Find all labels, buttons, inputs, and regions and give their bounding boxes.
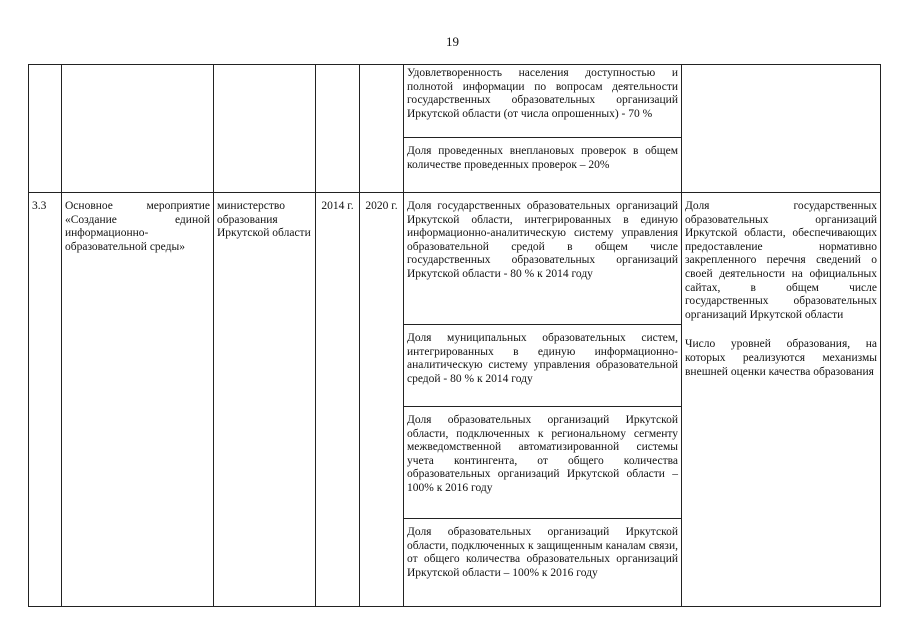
- indicator-cell: Доля муниципальных образовательных систем, интегрированных в единую информационно-аналитическую систему управления образовательной средой - 80 % к 2014 году: [404, 325, 682, 407]
- cell-activity-empty: [62, 65, 214, 193]
- program-table: [28, 64, 881, 607]
- end-year: 2020 г.: [360, 193, 404, 607]
- indicator-cell: Удовлетворенность населения доступностью и полнотой информации по вопросам деятельности государственных образовательных организаций Иркутской области (от числа опрошенных) - 70 %: [404, 65, 682, 138]
- indicator-cell: Доля образовательных организаций Иркутской области, подключенных к региональному сегменту межведомственной автоматизированной системы учета контингента, от общего количества образовательных организаций Иркутской области – 100% к 2016 году: [404, 407, 682, 519]
- indicator-cell: Доля государственных образовательных организаций Иркутской области, интегрированных в единую информационно-аналитическую систему управления образовательной средой в общем числе государственных образовательных организаций Иркутской области - 80 % к 2014 году: [404, 193, 682, 325]
- results-cell: [682, 193, 881, 607]
- cell-results-empty: [682, 65, 881, 193]
- table-row: [29, 65, 881, 138]
- indicator-cell: Доля проведенных внеплановых проверок в общем количестве проведенных проверок – 20%: [404, 138, 682, 193]
- cell-executor-empty: [214, 65, 316, 193]
- cell-start-empty: [316, 65, 360, 193]
- activity-name: Основное мероприятие «Создание единой информационно-образовательной среды»: [62, 193, 214, 607]
- cell-end-empty: [360, 65, 404, 193]
- executor: министерство образования Иркутской области: [214, 193, 316, 607]
- result-item: Доля государственных образовательных организаций Иркутской области, обеспечивающих предоставление нормативно закрепленного перечня сведений о своей деятельности на официальных сайтах, в общем числе государственных образовательных организаций Иркутской области: [685, 200, 877, 321]
- result-item: Число уровней образования, на которых реализуются механизмы внешней оценки качества образования: [685, 338, 877, 378]
- start-year: 2014 г.: [316, 193, 360, 607]
- cell-number-empty: [29, 65, 62, 193]
- indicator-cell: Доля образовательных организаций Иркутской области, подключенных к защищенным каналам связи, от общего количества образовательных организаций Иркутской области – 100% к 2016 году: [404, 519, 682, 607]
- page-number: 19: [446, 34, 459, 49]
- row-number: 3.3: [29, 193, 62, 607]
- table-row: [29, 193, 881, 325]
